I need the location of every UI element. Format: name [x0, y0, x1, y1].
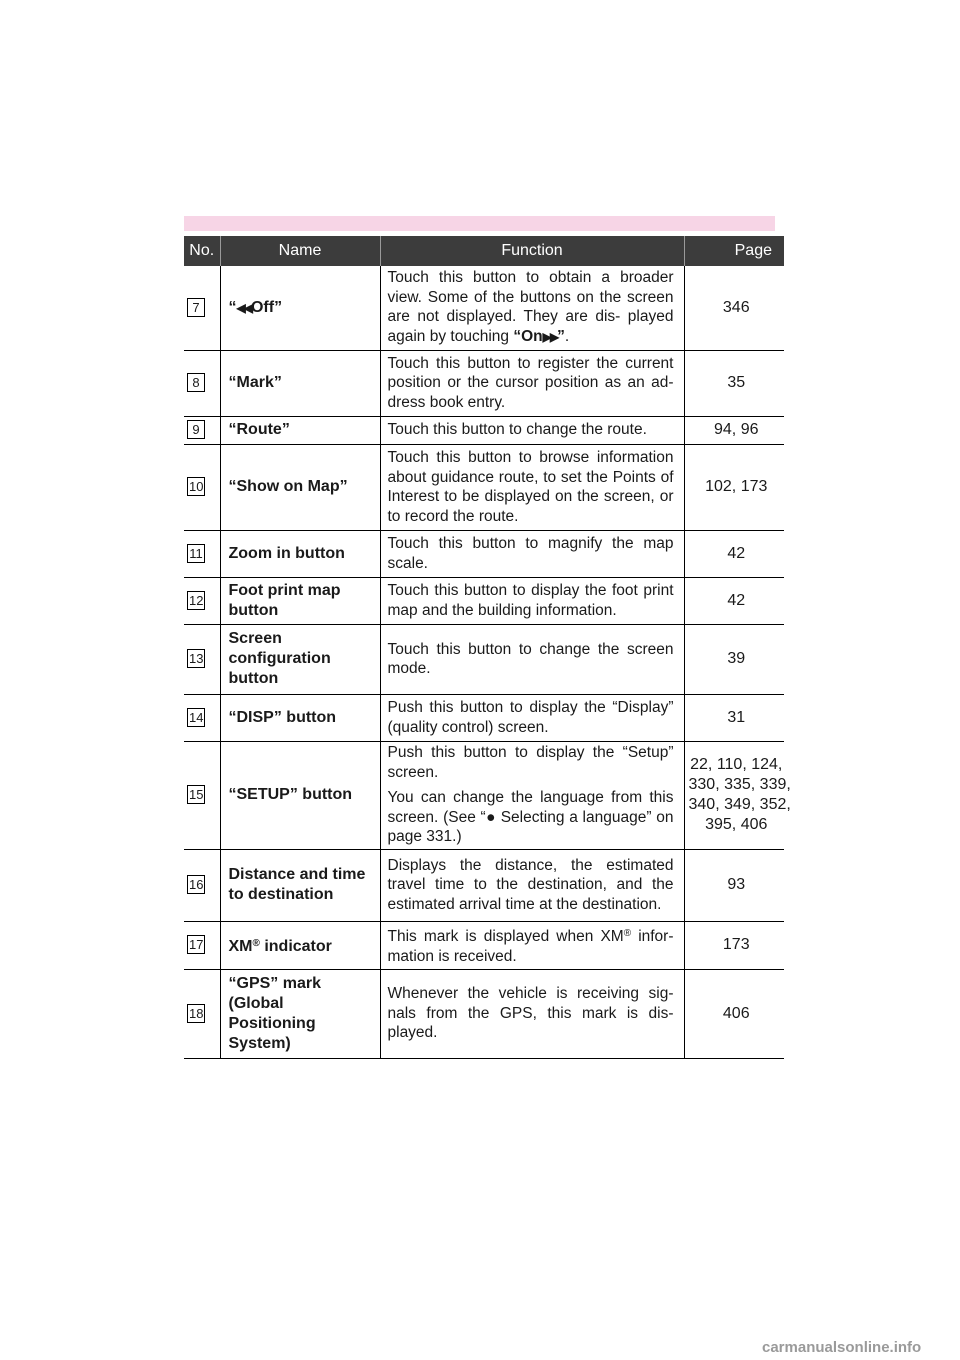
item-function: [380, 741, 684, 849]
item-page: 93: [684, 849, 784, 921]
rewind-icon: ◀◀: [236, 300, 251, 315]
item-name: Foot print map button: [220, 577, 380, 624]
item-number: 7: [187, 298, 205, 317]
item-name: Zoom in button: [220, 530, 380, 577]
watermark-link[interactable]: carmanualsonline.info: [762, 1339, 922, 1356]
item-name: Screen configuration button: [220, 624, 380, 694]
item-function: Touch this button to magnify the map scale.: [380, 530, 684, 577]
item-page: 173: [684, 921, 784, 969]
item-name: “Mark”: [220, 350, 380, 416]
item-page: 31: [684, 694, 784, 741]
item-number: 16: [189, 877, 204, 892]
item-name: “◀◀Off”: [220, 266, 380, 350]
function-table-container: [184, 236, 791, 1059]
item-function: Touch this button to obtain a broader view. Some of the buttons on the screen are not displayed. They are dis- played again by touching “On▶▶”.: [380, 266, 684, 350]
item-function: Touch this button to browse information about guidance route, to set the Points of Interest to be displayed on the screen, or to record the route.: [380, 444, 684, 530]
header-page: Page: [684, 236, 784, 266]
table-row: [184, 530, 784, 577]
item-number: 10: [189, 479, 204, 494]
item-page: 406: [684, 969, 784, 1058]
table-row: [184, 741, 784, 849]
item-function: Whenever the vehicle is receiving sig- nals from the GPS, this mark is dis- played.: [380, 969, 684, 1058]
item-page: [684, 741, 791, 849]
table-row: [184, 694, 784, 741]
table-row: [184, 577, 784, 624]
item-page: 94, 96: [684, 416, 784, 444]
page-line: 395, 406: [705, 816, 768, 833]
header-band: [184, 216, 775, 231]
item-number: 18: [189, 1005, 204, 1021]
registered-mark: ®: [623, 928, 632, 939]
item-number: 15: [189, 787, 204, 802]
table-header-row: [184, 236, 784, 266]
item-name: XM® indicator: [220, 921, 380, 969]
registered-mark: ®: [252, 937, 260, 949]
item-number: 14: [189, 709, 204, 725]
item-page: 42: [684, 577, 784, 624]
item-function: Touch this button to display the foot print map and the building information.: [380, 577, 684, 624]
item-function: Displays the distance, the estimated travel time to the destination, and the estimated arrival time at the destination.: [380, 849, 684, 921]
function-paragraph: Push this button to display the “Setup” screen.: [387, 744, 674, 781]
function-paragraph: You can change the language from this screen. (See “● Selecting a language” on page 331.): [387, 789, 674, 846]
item-function: Touch this button to register the current position or the cursor position as an ad- dress book entry.: [380, 350, 684, 416]
table-row: [184, 416, 784, 444]
item-number: 8: [187, 373, 205, 392]
forward-icon: ▶▶: [542, 329, 558, 344]
header-function: Function: [380, 236, 684, 266]
item-name: “GPS” mark (Global Positioning System): [220, 969, 380, 1058]
table-row: [184, 624, 784, 694]
item-name: “Route”: [220, 416, 380, 444]
item-function: Touch this button to change the route.: [380, 416, 684, 444]
table-row: [184, 350, 784, 416]
item-number: 17: [189, 937, 204, 952]
item-page: 42: [684, 530, 784, 577]
item-number: 11: [187, 544, 205, 563]
item-name: Distance and time to destination: [220, 849, 380, 921]
header-name: Name: [220, 236, 380, 266]
table-row: [184, 921, 784, 969]
item-page: 346: [684, 266, 784, 350]
item-name: “SETUP” button: [220, 741, 380, 849]
item-number: 9: [187, 420, 205, 439]
page-line: 22, 110, 124,: [690, 756, 783, 773]
header-no: No.: [184, 236, 220, 266]
item-function: Touch this button to change the screen mode.: [380, 624, 684, 694]
item-page: 102, 173: [684, 444, 784, 530]
function-table: [184, 236, 791, 1059]
item-function: This mark is displayed when XM® infor- mation is received.: [380, 921, 684, 969]
item-page: 39: [684, 624, 784, 694]
item-number: 12: [189, 592, 204, 608]
item-page: 35: [684, 350, 784, 416]
page-line: 330, 335, 339,: [688, 776, 791, 793]
page-line: 340, 349, 352,: [688, 796, 791, 813]
item-function: Push this button to display the “Display” (quality control) screen.: [380, 694, 684, 741]
table-row: [184, 849, 784, 921]
table-row: [184, 266, 784, 350]
table-row: [184, 444, 784, 530]
table-row: [184, 969, 784, 1058]
item-number: 13: [189, 651, 204, 666]
item-name: “DISP” button: [220, 694, 380, 741]
item-name: “Show on Map”: [220, 444, 380, 530]
